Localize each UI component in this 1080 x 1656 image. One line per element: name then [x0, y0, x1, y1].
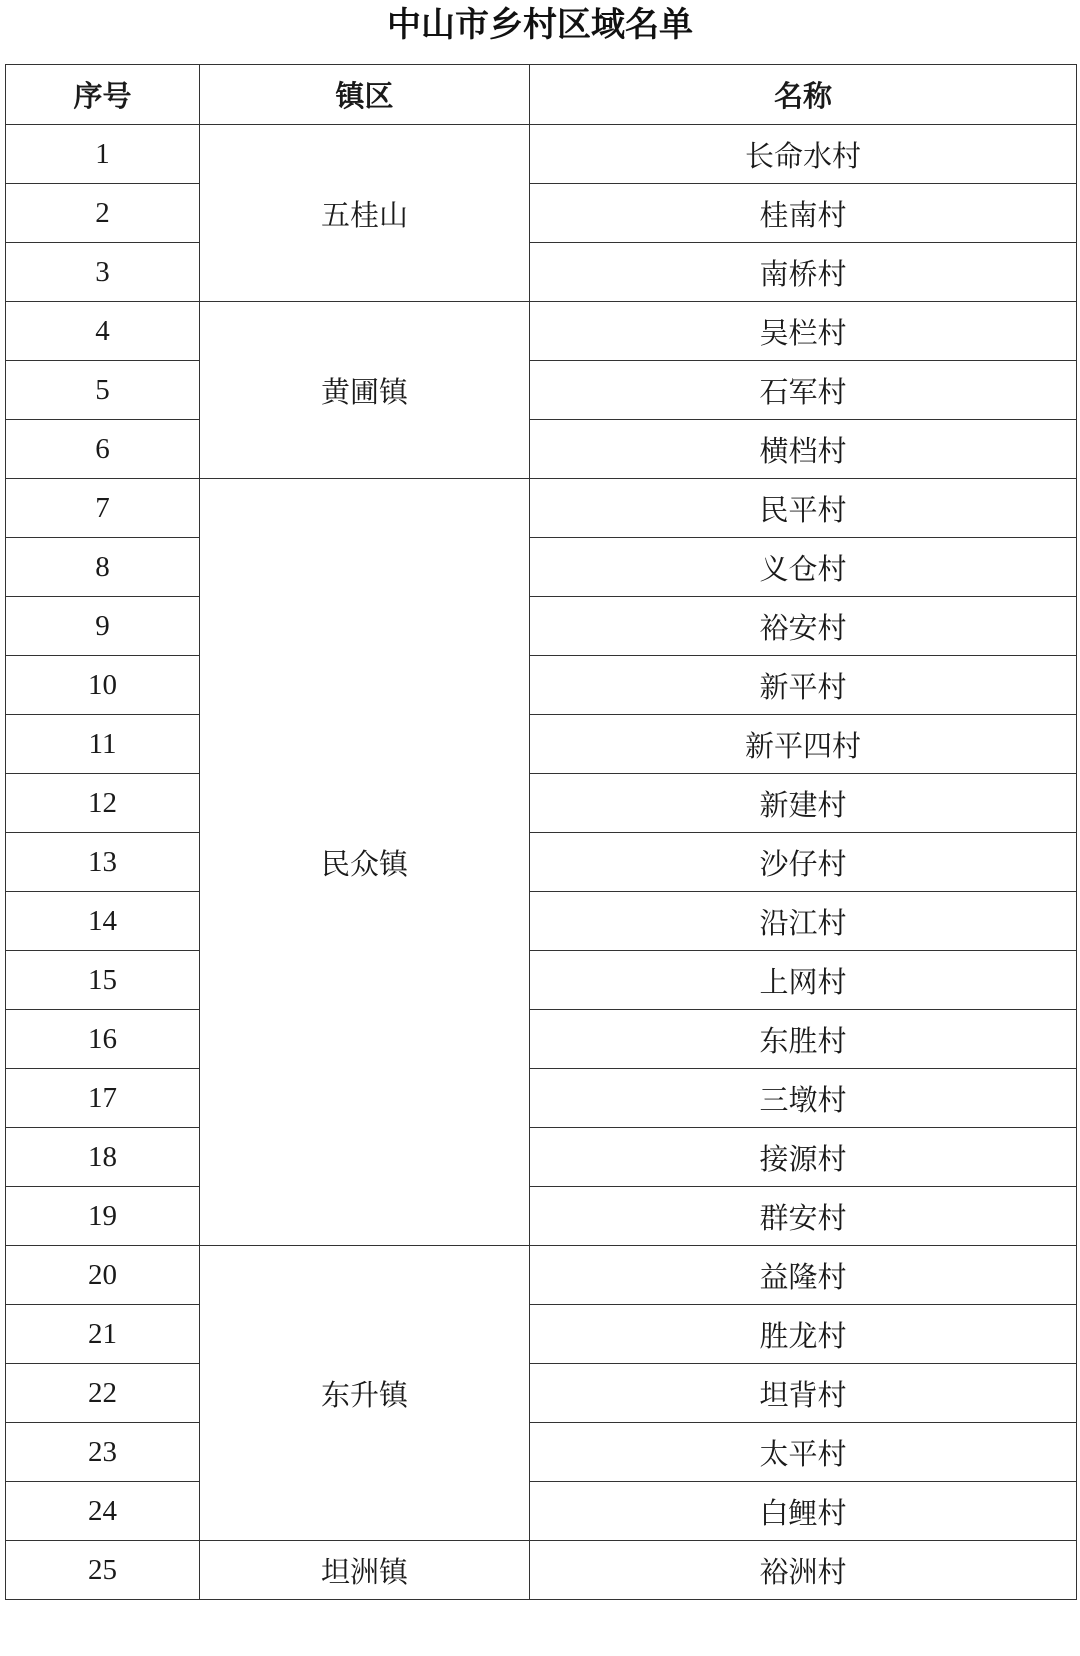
row-index-cell: 12	[6, 774, 200, 833]
village-name-cell: 上网村	[530, 951, 1077, 1010]
village-name-cell: 横档村	[530, 420, 1077, 479]
table-row	[6, 302, 1077, 361]
row-index-cell: 21	[6, 1305, 200, 1364]
village-name-cell: 白鲤村	[530, 1482, 1077, 1541]
row-index-cell: 15	[6, 951, 200, 1010]
village-name-cell: 东胜村	[530, 1010, 1077, 1069]
row-index-cell: 11	[6, 715, 200, 774]
row-index-cell: 19	[6, 1187, 200, 1246]
table-row	[6, 1541, 1077, 1600]
table-row	[6, 715, 1077, 774]
village-name-cell: 太平村	[530, 1423, 1077, 1482]
table-row	[6, 1128, 1077, 1187]
table-row	[6, 1482, 1077, 1541]
row-index-cell: 18	[6, 1128, 200, 1187]
town-cell: 黄圃镇	[200, 302, 530, 479]
row-index-cell: 4	[6, 302, 200, 361]
table-row	[6, 1423, 1077, 1482]
column-header-index: 序号	[6, 65, 200, 125]
row-index-cell: 5	[6, 361, 200, 420]
row-index-cell: 24	[6, 1482, 200, 1541]
village-name-cell: 新平村	[530, 656, 1077, 715]
village-name-cell: 益隆村	[530, 1246, 1077, 1305]
table-row	[6, 361, 1077, 420]
row-index-cell: 22	[6, 1364, 200, 1423]
table-row	[6, 1364, 1077, 1423]
table-row	[6, 420, 1077, 479]
table-row	[6, 125, 1077, 184]
row-index-cell: 14	[6, 892, 200, 951]
table-row	[6, 479, 1077, 538]
village-name-cell: 民平村	[530, 479, 1077, 538]
table-row	[6, 243, 1077, 302]
village-name-cell: 义仓村	[530, 538, 1077, 597]
town-cell: 坦洲镇	[200, 1541, 530, 1600]
village-name-cell: 坦背村	[530, 1364, 1077, 1423]
village-name-cell: 接源村	[530, 1128, 1077, 1187]
row-index-cell: 1	[6, 125, 200, 184]
table-row	[6, 1010, 1077, 1069]
column-header-town: 镇区	[200, 65, 530, 125]
table-row	[6, 1187, 1077, 1246]
village-name-cell: 新建村	[530, 774, 1077, 833]
row-index-cell: 10	[6, 656, 200, 715]
row-index-cell: 3	[6, 243, 200, 302]
village-list-table	[5, 64, 1077, 1600]
page-title: 中山市乡村区域名单	[387, 5, 693, 45]
village-name-cell: 胜龙村	[530, 1305, 1077, 1364]
village-name-cell: 裕洲村	[530, 1541, 1077, 1600]
village-name-cell: 石军村	[530, 361, 1077, 420]
table-header-row	[6, 65, 1077, 125]
table-row	[6, 774, 1077, 833]
village-name-cell: 沿江村	[530, 892, 1077, 951]
table-row	[6, 951, 1077, 1010]
town-cell: 五桂山	[200, 125, 530, 302]
row-index-cell: 6	[6, 420, 200, 479]
row-index-cell: 9	[6, 597, 200, 656]
village-name-cell: 群安村	[530, 1187, 1077, 1246]
table-row	[6, 538, 1077, 597]
village-name-cell: 长命水村	[530, 125, 1077, 184]
row-index-cell: 23	[6, 1423, 200, 1482]
column-header-name: 名称	[530, 65, 1077, 125]
table-row	[6, 184, 1077, 243]
row-index-cell: 13	[6, 833, 200, 892]
table-row	[6, 1069, 1077, 1128]
row-index-cell: 25	[6, 1541, 200, 1600]
row-index-cell: 17	[6, 1069, 200, 1128]
village-name-cell: 吴栏村	[530, 302, 1077, 361]
village-name-cell: 南桥村	[530, 243, 1077, 302]
table-row	[6, 1305, 1077, 1364]
village-name-cell: 三墩村	[530, 1069, 1077, 1128]
village-name-cell: 新平四村	[530, 715, 1077, 774]
village-name-cell: 沙仔村	[530, 833, 1077, 892]
table-row	[6, 833, 1077, 892]
table-body	[6, 125, 1077, 1600]
row-index-cell: 7	[6, 479, 200, 538]
row-index-cell: 8	[6, 538, 200, 597]
table-row	[6, 892, 1077, 951]
town-cell: 东升镇	[200, 1246, 530, 1541]
row-index-cell: 16	[6, 1010, 200, 1069]
row-index-cell: 2	[6, 184, 200, 243]
table-row	[6, 597, 1077, 656]
row-index-cell: 20	[6, 1246, 200, 1305]
village-name-cell: 裕安村	[530, 597, 1077, 656]
town-cell: 民众镇	[200, 479, 530, 1246]
table-row	[6, 656, 1077, 715]
village-name-cell: 桂南村	[530, 184, 1077, 243]
table-row	[6, 1246, 1077, 1305]
